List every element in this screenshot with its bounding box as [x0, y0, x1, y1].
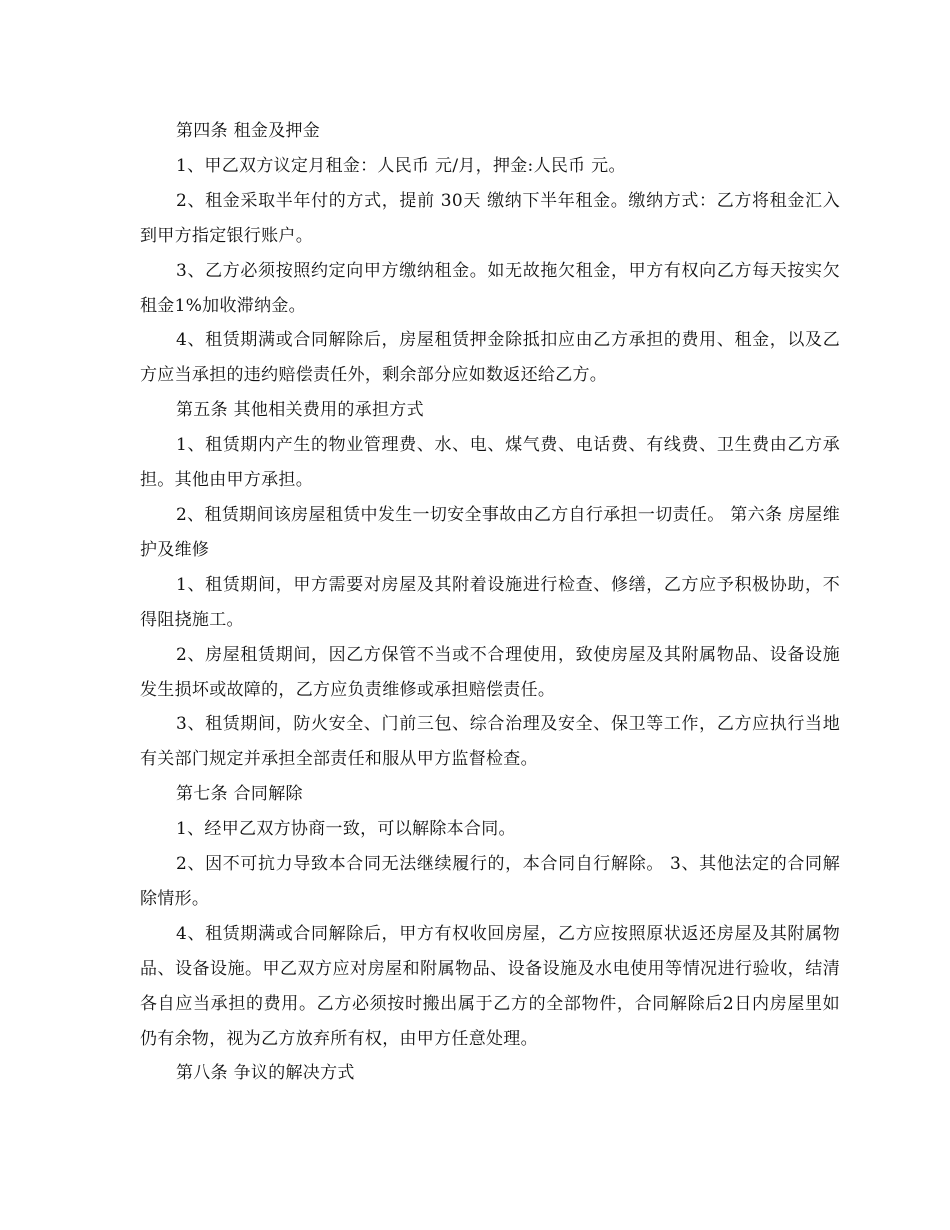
section-heading-article-5: 第五条 其他相关费用的承担方式: [176, 400, 424, 421]
clause-4-2-payment-method: 2、租金采取半年付的方式，提前 30天 缴纳下半年租金。缴纳方式：乙方将租金汇入到甲方指定银行账户。: [140, 190, 840, 246]
clause-6-1-inspection: 1、租赁期间，甲方需要对房屋及其附着设施进行检查、修缮，乙方应予积极协助，不得阻挠施工。: [140, 574, 840, 630]
section-heading-article-8: 第八条 争议的解决方式: [176, 1063, 355, 1084]
clause-7-1-mutual-termination: 1、经甲乙双方协商一致，可以解除本合同。: [176, 819, 516, 840]
clause-5-1-fees: 1、租赁期内产生的物业管理费、水、电、煤气费、电话费、有线费、卫生费由乙方承担。其他由甲方承担。: [140, 435, 840, 491]
clause-4-1-rent-deposit: 1、甲乙双方议定月租金：人民币 元/月，押金:人民币 元。: [176, 155, 626, 176]
clause-7-2-force-majeure: 2、因不可抗力导致本合同无法继续履行的，本合同自行解除。 3、其他法定的合同解除情形。: [140, 854, 840, 909]
clause-4-3-late-fee: 3、乙方必须按照约定向甲方缴纳租金。如无故拖欠租金，甲方有权向乙方每天按实欠租金1%加收滞纳金。: [140, 260, 840, 316]
clause-4-4-deposit-return: 4、租赁期满或合同解除后，房屋租赁押金除抵扣应由乙方承担的费用、租金，以及乙方应当承担的违约赔偿责任外，剩余部分应如数返还给乙方。: [140, 330, 840, 386]
clause-6-3-fire-safety: 3、租赁期间，防火安全、门前三包、综合治理及安全、保卫等工作，乙方应执行当地有关部门规定并承担全部责任和服从甲方监督检查。: [140, 714, 840, 770]
section-heading-article-4: 第四条 租金及押金: [176, 121, 321, 141]
clause-5-2-safety-and-article-6-heading: 2、租赁期间该房屋租赁中发生一切安全事故由乙方自行承担一切责任。 第六条 房屋维护及维修: [140, 504, 840, 560]
document-body: [140, 114, 840, 1091]
clause-7-4-return-of-premises: 4、租赁期满或合同解除后，甲方有权收回房屋，乙方应按照原状返还房屋及其附属物品、设备设施。甲乙双方应对房屋和附属物品、设备设施及水电使用等情况进行验收，结清各自应当承担的费用。乙方必须按时搬出属于乙方的全部物件，合同解除后2日内房屋里如仍有余物，视为乙方放弃所有权，由甲方任意处理。: [140, 923, 840, 1049]
section-heading-article-7: 第七条 合同解除: [176, 784, 303, 805]
clause-6-2-damage: 2、房屋租赁期间，因乙方保管不当或不合理使用，致使房屋及其附属物品、设备设施发生损坏或故障的，乙方应负责维修或承担赔偿责任。: [140, 644, 840, 700]
